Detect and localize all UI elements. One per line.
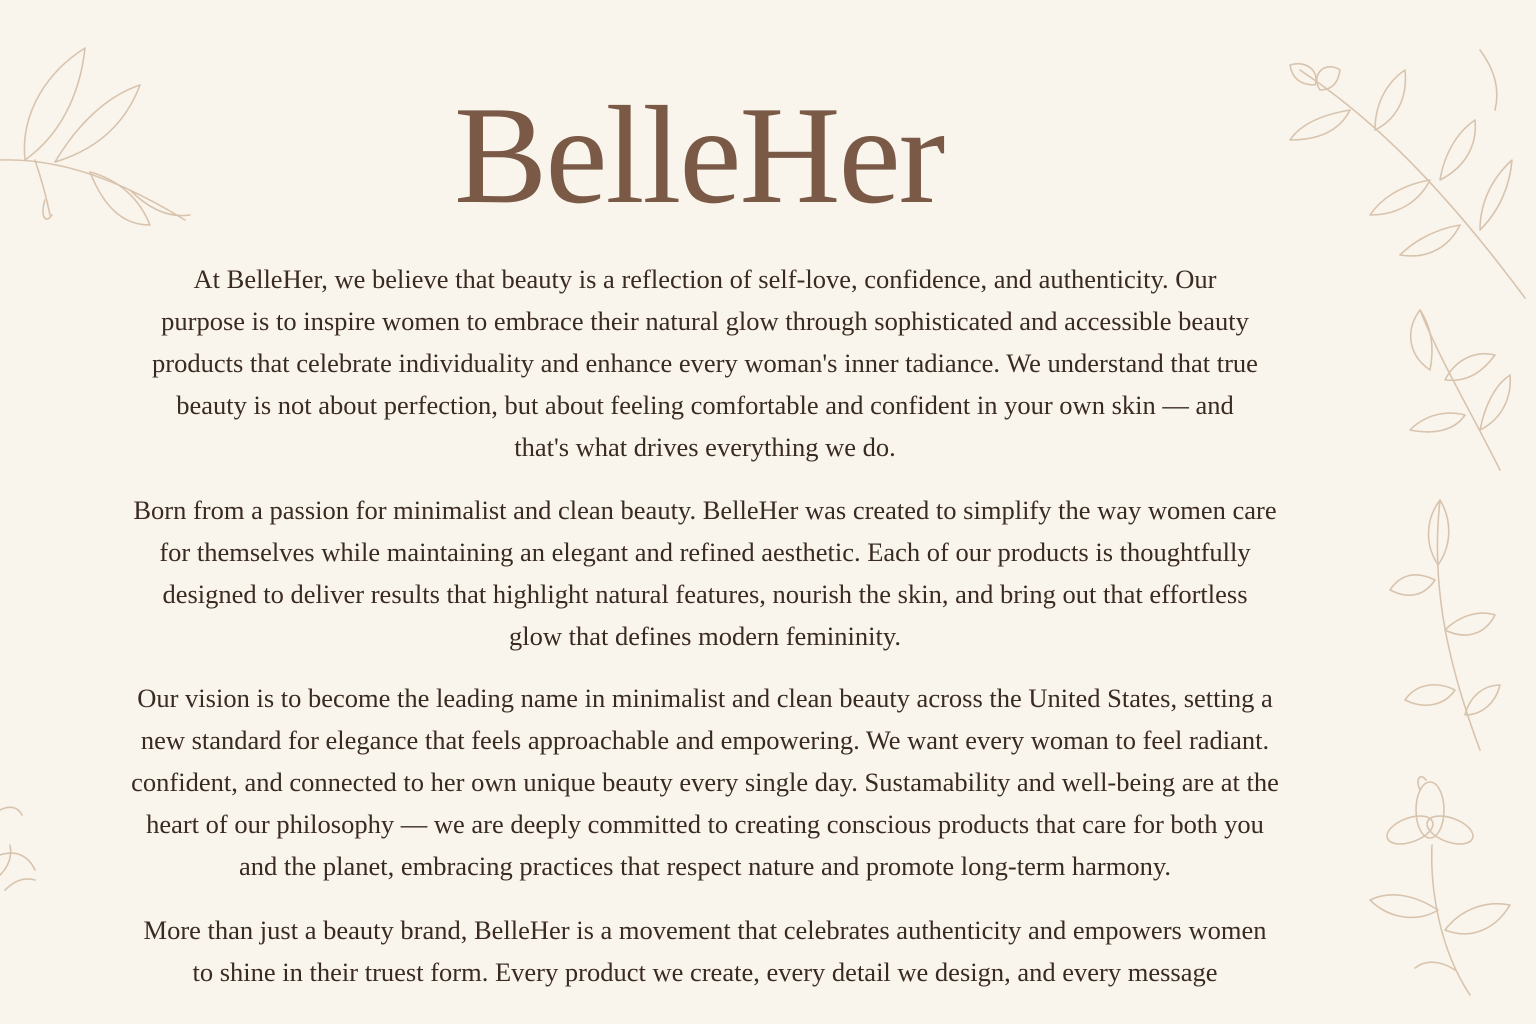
leaf-sprig-left-icon xyxy=(0,795,60,905)
movement-paragraph xyxy=(60,909,1350,993)
brand-title: BelleHer xyxy=(454,78,944,233)
paragraph-line: heart of our philosophy — we are deeply committed to creating conscious products that care for both you xyxy=(146,809,1264,839)
flower-branch-right-icon xyxy=(1360,490,1536,1010)
paragraph-line: to shine in their truest form. Every product we create, every detail we design, and every message xyxy=(192,957,1218,987)
paragraph-line: Born from a passion for minimalist and clean beauty. BelleHer was created to simplify the way women care xyxy=(133,495,1277,525)
paragraph-line: designed to deliver results that highlight natural features, nourish the skin, and bring out that effortless xyxy=(162,579,1248,609)
leaf-sprig-right-icon xyxy=(1400,300,1536,480)
paragraph-line: confident, and connected to her own unique beauty every single day. Sustamability and well-being are at the xyxy=(131,767,1279,797)
paragraph-line: At BelleHer, we believe that beauty is a reflection of self-love, confidence, and authenticity. Our xyxy=(193,264,1217,294)
paragraph-line: new standard for elegance that feels approachable and empowering. We want every woman to feel radiant. xyxy=(140,725,1270,755)
paragraph-line: purpose is to inspire women to embrace their natural glow through sophisticated and accessible beauty xyxy=(161,306,1249,336)
paragraph-line: for themselves while maintaining an elegant and refined aesthetic. Each of our products is thoughtfully xyxy=(159,537,1251,567)
paragraph-line: beauty is not about perfection, but about feeling comfortable and confident in your own skin — and xyxy=(176,390,1234,420)
paragraph-line: More than just a beauty brand, BelleHer is a movement that celebrates authenticity and empowers women xyxy=(143,915,1267,945)
vision-paragraph xyxy=(60,677,1350,887)
paragraph-line: and the planet, embracing practices that respect nature and promote long-term harmony. xyxy=(238,851,1172,881)
paragraph-line: glow that defines modern femininity. xyxy=(508,621,901,651)
paragraph-line: that's what drives everything we do. xyxy=(514,432,896,462)
leaf-branch-top-left-icon xyxy=(0,40,200,230)
paragraph-line: products that celebrate individuality and enhance every woman's inner tadiance. We understand that true xyxy=(152,348,1258,378)
about-paragraph-1 xyxy=(60,258,1350,468)
paragraph-line: Our vision is to become the leading name in minimalist and clean beauty across the United States, setting a xyxy=(137,683,1273,713)
about-paragraph-2 xyxy=(60,489,1350,657)
